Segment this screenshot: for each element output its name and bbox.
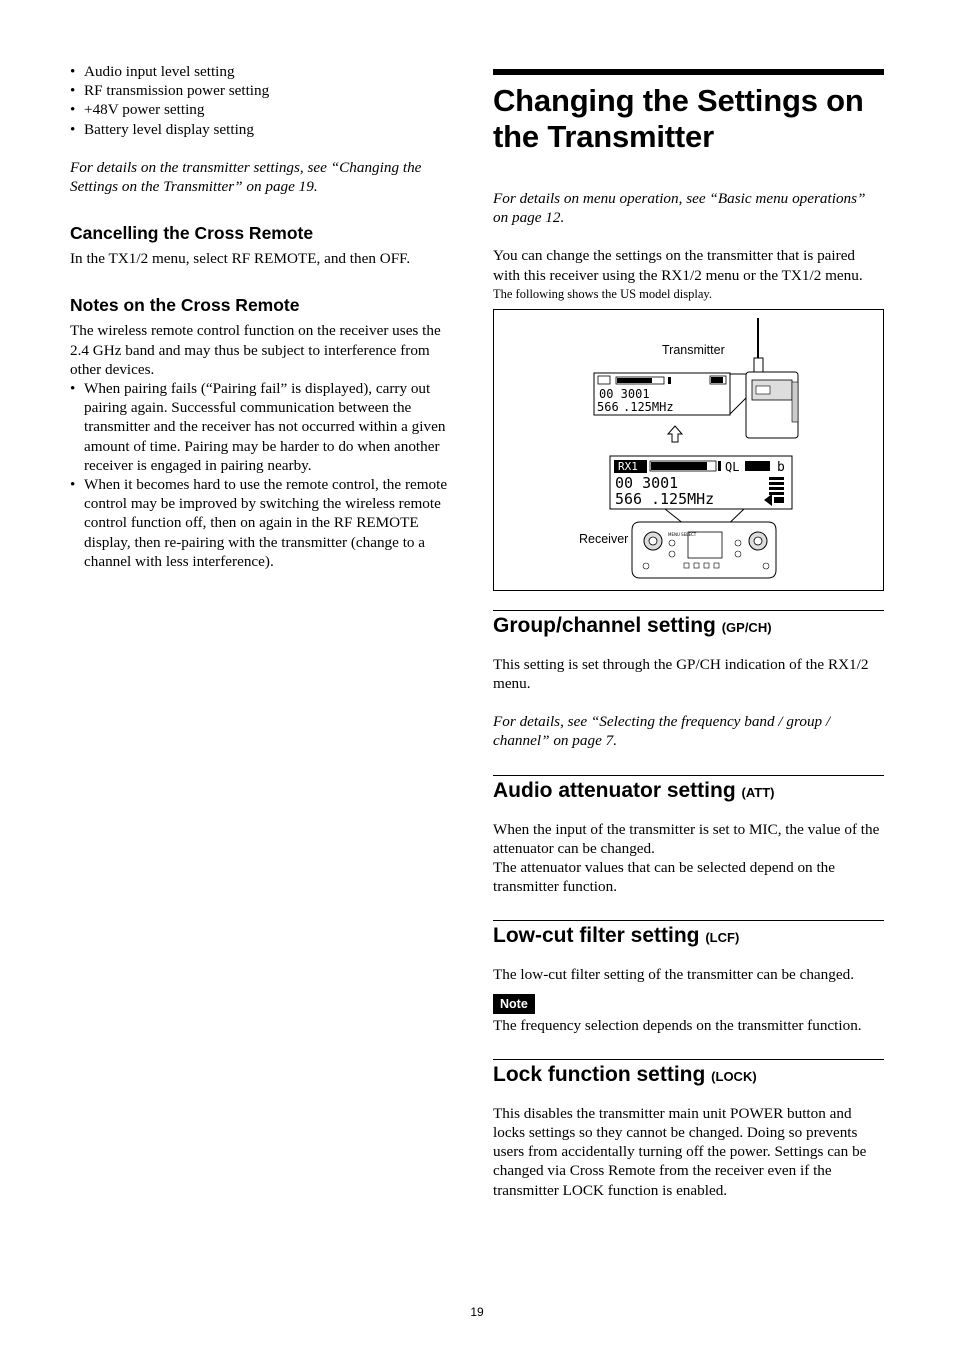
- settings-list: [70, 62, 460, 139]
- title-rule: [493, 69, 884, 75]
- rx-line2-sub: .125MHz: [651, 489, 715, 508]
- lcf-note-text: The frequency selection depends on the transmitter function.: [493, 1016, 862, 1034]
- lcf-section: [493, 920, 884, 1034]
- group-heading: [493, 613, 884, 641]
- lock-section: [493, 1059, 884, 1200]
- rx-line1: 00 3001: [615, 473, 679, 492]
- note-row: [493, 994, 884, 1014]
- lcf-code: (LCF): [705, 930, 740, 946]
- att-text-1: When the input of the transmitter is set to MIC, the value of the attenuator can be changed.: [493, 820, 880, 857]
- att-text-2: The attenuator values that can be selected depend on the transmitter function.: [493, 859, 835, 896]
- cancel-heading: Cancelling the Cross Remote: [70, 223, 314, 244]
- transmitter-display: [594, 373, 730, 415]
- rx-b: b: [777, 459, 785, 475]
- att-heading: [493, 778, 884, 806]
- lock-title: Lock function setting: [493, 1062, 706, 1086]
- display-caption: The following shows the US model display.: [493, 286, 712, 301]
- list-item: • RF transmission power setting: [70, 81, 460, 100]
- rx-ql: QL: [725, 459, 740, 474]
- group-code: (GP/CH): [721, 619, 772, 635]
- right-column: [493, 69, 884, 1200]
- figure-illustration: [494, 310, 883, 590]
- lock-heading: [493, 1062, 884, 1090]
- att-code: (ATT): [741, 784, 775, 800]
- lcf-title: Low-cut filter setting: [493, 924, 700, 948]
- att-section: [493, 775, 884, 897]
- cancel-text: In the TX1/2 menu, select RF REMOTE, and then OFF.: [70, 250, 411, 268]
- notes-heading: Notes on the Cross Remote: [70, 295, 300, 316]
- list-item: • Audio input level setting: [70, 62, 460, 81]
- receiver-panel-text: MENU SELECT: [668, 531, 697, 537]
- tx-line1: 00 3001: [599, 386, 650, 401]
- lcf-text: The low-cut filter setting of the transmitter can be changed.: [493, 966, 854, 984]
- notes-list: [70, 379, 460, 571]
- transmitter-settings-reference: For details on the transmitter settings, see “Changing the Settings on the Transmitter” on page 19.: [70, 158, 422, 196]
- receiver-device-icon: [632, 522, 776, 578]
- rx-tag: RX1: [618, 459, 638, 473]
- up-arrow-icon: [668, 426, 682, 442]
- transmitter-device-icon: [746, 318, 798, 438]
- lcf-heading: [493, 923, 884, 951]
- group-section: [493, 610, 884, 751]
- group-text: This setting is set through the GP/CH indication of the RX1/2 menu.: [493, 655, 869, 693]
- group-reference: For details, see “Selecting the frequency band / group / channel” on page 7.: [493, 713, 831, 750]
- list-item: • When pairing fails (“Pairing fail” is displayed), carry out pairing again. Successful communication between the transmitter and the receiver has not occurred within a given amount of time. Pairing may be harder to do when another receiver is engaged in pairing nearby.: [70, 379, 460, 475]
- intro-text: You can change the settings on the transmitter that is paired with this receiver using the RX1/2 menu or the TX1/2 menu.: [493, 247, 863, 284]
- receiver-label: Receiver: [579, 531, 629, 546]
- menu-reference: For details on menu operation, see “Basic menu operations” on page 12.: [493, 190, 866, 227]
- left-column: [70, 62, 460, 571]
- lock-code: (LOCK): [711, 1068, 757, 1084]
- receiver-display: [610, 456, 792, 509]
- figure-box: [493, 309, 884, 591]
- list-item: • +48V power setting: [70, 100, 460, 119]
- notes-intro: The wireless remote control function on the receiver uses the 2.4 GHz band and may thus be subject to interference from other devices.: [70, 322, 441, 378]
- page-number: 19: [470, 1305, 484, 1319]
- rx-line2-main: 566: [615, 489, 643, 508]
- transmitter-label: Transmitter: [662, 342, 725, 357]
- note-badge: Note: [493, 994, 535, 1014]
- group-title: Group/channel setting: [493, 613, 716, 637]
- list-item: • When it becomes hard to use the remote control, the remote control may be improved by switching the wireless remote control function off, then on again in the RF REMOTE display, then re-pairing with the transmitter (change to a channel with less interference).: [70, 475, 460, 571]
- tx-line2-main: 566: [597, 399, 619, 414]
- list-item: • Battery level display setting: [70, 120, 460, 139]
- lock-text: This disables the transmitter main unit POWER button and locks settings so they cannot be changed. Doing so prevents users from accidentally turning off the power. Settings can be changed via Cross Remote from the receiver even if the transmitter LOCK function is enabled.: [493, 1104, 867, 1199]
- page-title: Changing the Settings on the Transmitter: [493, 83, 864, 154]
- tx-line2-sub: .125MHz: [623, 399, 674, 414]
- att-title: Audio attenuator setting: [493, 778, 736, 802]
